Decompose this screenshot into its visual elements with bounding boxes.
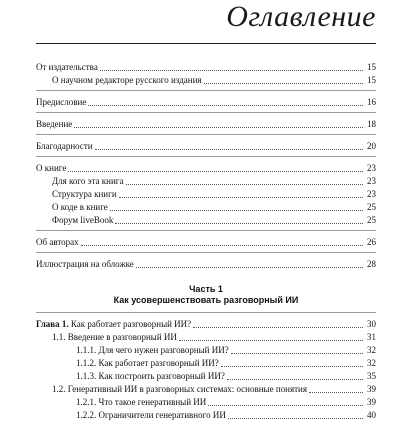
part-number: Часть 1: [189, 284, 223, 294]
divider: [36, 112, 376, 113]
divider: [36, 156, 376, 157]
toc-entry-authors[interactable]: Об авторах 26: [36, 237, 376, 247]
toc-entry-cover[interactable]: Иллюстрация на обложке 28: [36, 259, 376, 269]
toc-entry-chapter-1[interactable]: Глава 1. Как работает разговорный ИИ? 30: [36, 319, 376, 329]
toc-entry-structure[interactable]: Структура книги 23: [52, 189, 376, 199]
toc-entry-1-1[interactable]: 1.1. Введение в разговорный ИИ 31: [52, 332, 376, 342]
toc-entry-about-book[interactable]: О книге 23: [36, 163, 376, 173]
divider: [36, 312, 376, 313]
toc-entry-1-1-2[interactable]: 1.1.2. Как работает разговорный ИИ? 32: [76, 358, 376, 368]
toc-entry-1-1-1[interactable]: 1.1.1. Для чего нужен разговорный ИИ? 32: [76, 345, 376, 355]
toc-entry-preface[interactable]: Предисловие 16: [36, 97, 376, 107]
part-title: Как усовершенствовать разговорный ИИ: [113, 295, 299, 305]
toc-entry-forum[interactable]: Форум liveBook 25: [52, 215, 376, 225]
toc-entry-audience[interactable]: Для кого эта книга 23: [52, 176, 376, 186]
divider: [36, 90, 376, 91]
toc-entry-1-1-3[interactable]: 1.1.3. Как построить разговорный ИИ? 35: [76, 371, 376, 381]
divider: [36, 252, 376, 253]
toc-entry-about-editor[interactable]: О научном редакторе русского издания 15: [52, 75, 376, 85]
divider: [36, 134, 376, 135]
chapter-title: Как работает разговорный ИИ?: [68, 319, 192, 329]
toc-entry-introduction[interactable]: Введение 18: [36, 119, 376, 129]
toc-entry-1-2[interactable]: 1.2. Генеративный ИИ в разговорных системах: основные понятия 39: [52, 384, 376, 394]
table-of-contents: [36, 60, 376, 421]
toc-entry-1-2-2[interactable]: 1.2.2. Ограничители генеративного ИИ 40: [76, 410, 376, 420]
toc-entry-acknowledgements[interactable]: Благодарности 20: [36, 141, 376, 151]
page-title: Оглавление: [226, 0, 376, 33]
divider: [36, 230, 376, 231]
toc-entry-code[interactable]: О коде в книге 25: [52, 202, 376, 212]
title-rule: [36, 43, 376, 44]
toc-entry-1-2-1[interactable]: 1.2.1. Что такое генеративный ИИ 39: [76, 397, 376, 407]
chapter-prefix: Глава 1.: [36, 319, 69, 329]
toc-entry-from-publisher[interactable]: От издательства 15: [36, 62, 376, 72]
part-heading: [36, 284, 376, 306]
